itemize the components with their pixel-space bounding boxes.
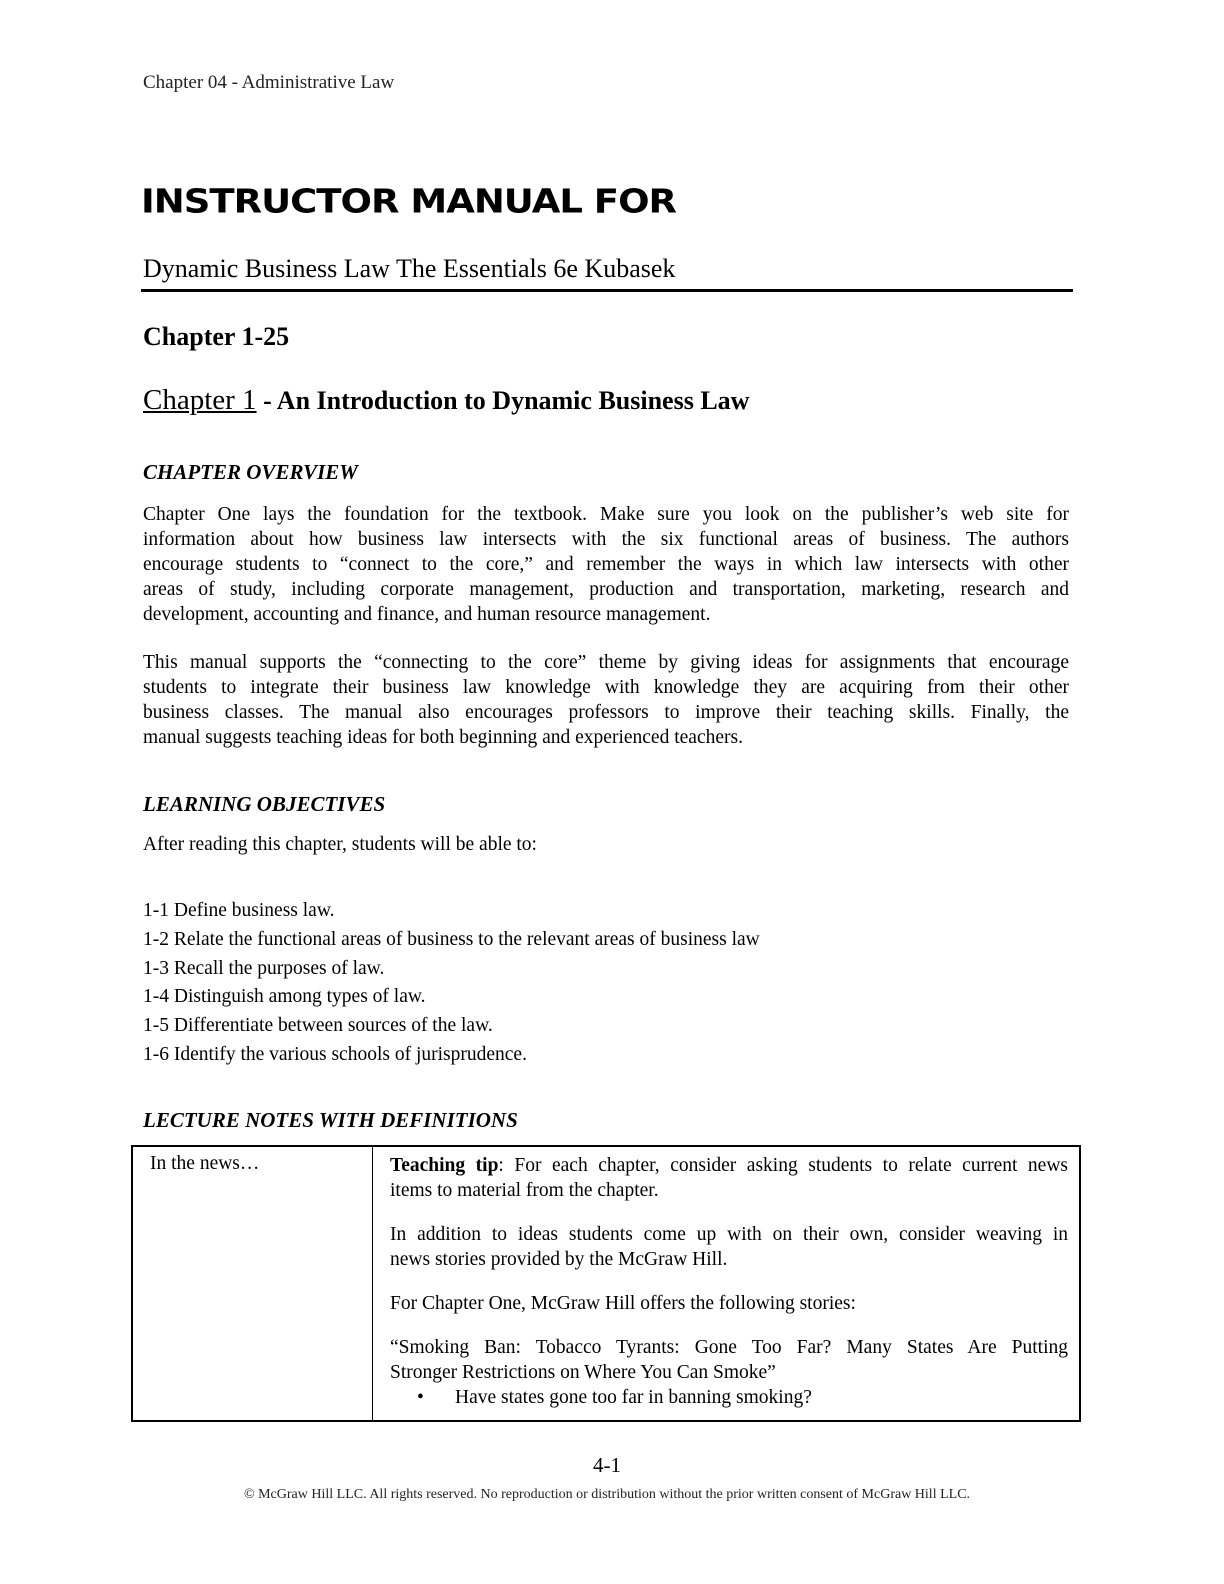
teaching-tip: [390, 1153, 1068, 1203]
story-line: Stronger Restrictions on Where You Can Smoke”: [390, 1362, 776, 1383]
objectives-heading: LEARNING OBJECTIVES: [143, 792, 386, 816]
lecture-notes-heading: LECTURE NOTES WITH DEFINITIONS: [143, 1108, 518, 1132]
paragraph-line: areas of study, including corporate management, production and transportation, marketing, research and: [143, 579, 1069, 600]
objectives-intro: After reading this chapter, students will be able to:: [143, 834, 537, 855]
book-subtitle: Dynamic Business Law The Essentials 6e Kubasek: [143, 254, 676, 283]
objective-item: 1-1 Define business law.: [143, 900, 335, 921]
paragraph-line: development, accounting and finance, and human resource management.: [143, 604, 711, 625]
chapter-range: Chapter 1-25: [143, 322, 290, 351]
paragraph-line: encourage students to “connect to the core,” and remember the ways in which law intersects with other: [143, 554, 1069, 575]
objective-item: 1-3 Recall the purposes of law.: [143, 957, 385, 979]
chapter-1-link[interactable]: Chapter 1: [143, 384, 257, 416]
lecture-notes-table: [131, 1145, 1081, 1422]
copyright-footer: © McGraw Hill LLC. All rights reserved. No reproduction or distribution without the prior written consent of McGraw Hill LLC.: [243, 1487, 971, 1502]
objective-item: 1-5 Differentiate between sources of the law.: [143, 1015, 493, 1037]
note-line: news stories provided by the McGraw Hill.: [390, 1249, 728, 1270]
overview-heading: CHAPTER OVERVIEW: [143, 460, 358, 484]
discussion-question: [390, 1385, 1068, 1410]
spacer: [390, 1316, 1068, 1335]
spacer: [390, 1272, 1068, 1291]
overview-paragraph-2: [143, 650, 1069, 750]
objective-item: 1-4 Distinguish among types of law.: [143, 986, 426, 1008]
paragraph-line: Chapter One lays the foundation for the textbook. Make sure you look on the publisher’s web site for: [143, 504, 1069, 525]
teaching-tip-text: : For each chapter, consider asking students to relate current news: [498, 1155, 1068, 1176]
title-divider: [141, 289, 1073, 292]
teaching-tip-line: [390, 1153, 1068, 1178]
discussion-question-text: Have states gone too far in banning smoking?: [455, 1387, 812, 1408]
spacer: [390, 1203, 1068, 1222]
paragraph-line: manual suggests teaching ideas for both beginning and experienced teachers.: [143, 727, 743, 748]
story-title: [390, 1335, 1068, 1385]
table-row: [132, 1146, 1080, 1421]
objectives-list: [143, 899, 760, 1072]
bullet-icon: •: [417, 1387, 424, 1408]
running-header: Chapter 04 - Administrative Law: [143, 72, 395, 93]
chapter-heading: [143, 384, 749, 417]
manual-title: INSTRUCTOR MANUAL FOR: [141, 182, 677, 221]
chapter-title: - An Introduction to Dynamic Business Law: [256, 386, 750, 415]
paragraph-line: students to integrate their business law knowledge with knowledge they are acquiring from their other: [143, 677, 1069, 698]
story-line: “Smoking Ban: Tobacco Tyrants: Gone Too Far? Many States Are Putting: [390, 1337, 1068, 1358]
teaching-tip-line: items to material from the chapter.: [390, 1180, 659, 1201]
page-number: 4-1: [593, 1453, 621, 1477]
overview-paragraph-1: [143, 502, 1069, 627]
paragraph-line: information about how business law intersects with the six functional areas of business. The authors: [143, 529, 1069, 550]
paragraph-line: business classes. The manual also encourages professors to improve their teaching skills. Finally, the: [143, 702, 1069, 723]
news-label-cell: In the news…: [132, 1146, 373, 1421]
news-stories-note: [390, 1222, 1068, 1272]
teaching-tip-cell: [373, 1146, 1081, 1421]
stories-intro: For Chapter One, McGraw Hill offers the following stories:: [390, 1293, 856, 1314]
note-line: In addition to ideas students come up with on their own, consider weaving in: [390, 1224, 1068, 1245]
paragraph-line: This manual supports the “connecting to the core” theme by giving ideas for assignments that encourage: [143, 652, 1069, 673]
objective-item: 1-6 Identify the various schools of jurisprudence.: [143, 1043, 527, 1065]
objective-item: 1-2 Relate the functional areas of business to the relevant areas of business law: [143, 928, 760, 950]
teaching-tip-label: Teaching tip: [390, 1155, 499, 1176]
